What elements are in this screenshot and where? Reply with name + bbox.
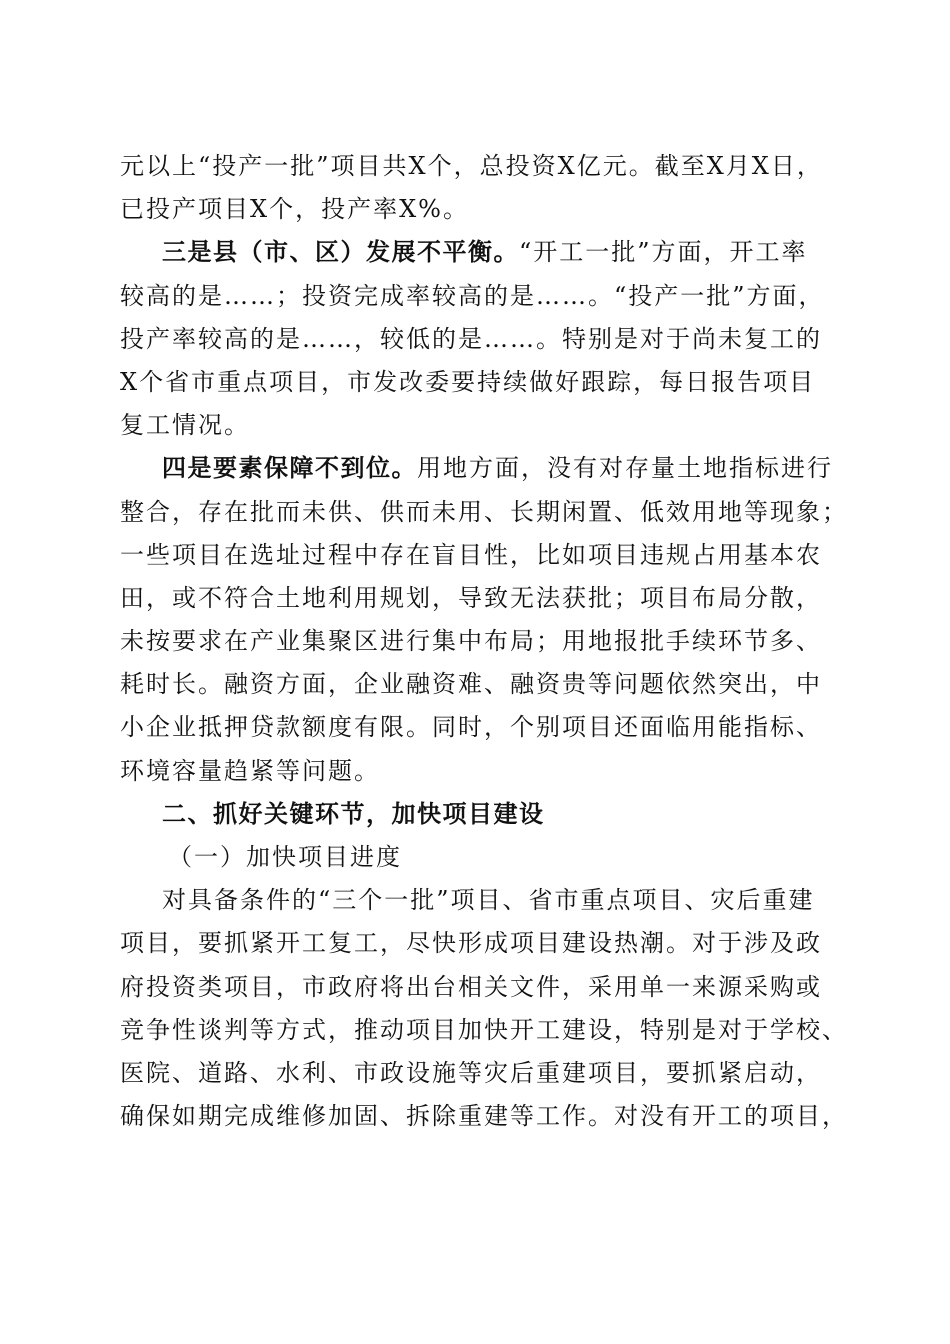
subsection-heading: （一）加快项目进度 [168, 843, 402, 871]
text-line [120, 231, 840, 274]
text-line [120, 447, 840, 490]
text-line: 对具备条件的“三个一批”项目、省市重点项目、灾后重建 [162, 886, 815, 915]
text-line: 竞争性谈判等方式，推动项目加快开工建设，特别是对于学校、 [120, 1015, 848, 1044]
text-line: 确保如期完成维修加固、拆除重建等工作。对没有开工的项目， [120, 1102, 848, 1131]
paragraph-project-progress [120, 879, 848, 1138]
paragraph-lead: 三是县（市、区）发展不平衡。 [162, 238, 519, 267]
text-line: 项目，要抓紧开工复工，尽快形成项目建设热潮。对于涉及政 [120, 929, 822, 958]
paragraph-factor-guarantee [120, 447, 848, 793]
text-line: 医院、道路、水利、市政设施等灾后重建项目，要抓紧启动， [120, 1058, 822, 1087]
text-line: 耗时长。融资方面，企业融资难、融资贵等问题依然突出，中 [120, 670, 822, 699]
text-line: 环境容量趋紧等问题。 [120, 756, 380, 785]
paragraph-lead: 四是要素保障不到位。 [162, 454, 417, 483]
text-line: X个省市重点项目，市发改委要持续做好跟踪，每日报告项目 [120, 367, 816, 396]
text-line: 已投产项目X个，投产率X%。 [120, 195, 469, 224]
text-line: 较高的是……；投资完成率较高的是……。“投产一批”方面， [120, 281, 825, 310]
text-line: 复工情况。 [120, 411, 250, 440]
paragraph-text: 用地方面，没有对存量土地指标进行 [417, 454, 833, 483]
text-line: 一些项目在选址过程中存在盲目性，比如项目违规占用基本农 [120, 540, 822, 569]
text-line: 元以上“投产一批”项目共X个，总投资X亿元。截至X月X日， [120, 152, 823, 180]
text-line: 投产率较高的是……，较低的是……。特别是对于尚未复工的 [120, 324, 822, 353]
text-line: 府投资类项目，市政府将出台相关文件，采用单一来源采购或 [120, 972, 822, 1001]
paragraph-text: “开工一批”方面，开工率 [519, 238, 808, 267]
text-line: 整合，存在批而未供、供而未用、长期闲置、低效用地等现象； [120, 497, 848, 526]
section-heading: 二、抓好关键环节，加快项目建设 [162, 799, 545, 828]
text-line: 小企业抵押贷款额度有限。同时，个别项目还面临用能指标、 [120, 713, 822, 742]
paragraph-uneven-development [120, 231, 840, 447]
text-line: 未按要求在产业集聚区进行集中布局；用地报批手续环节多、 [120, 627, 822, 656]
document-body [120, 145, 848, 1138]
text-line: 田，或不符合土地利用规划，导致无法获批；项目布局分散， [120, 583, 822, 612]
paragraph-investment-summary [120, 145, 840, 231]
